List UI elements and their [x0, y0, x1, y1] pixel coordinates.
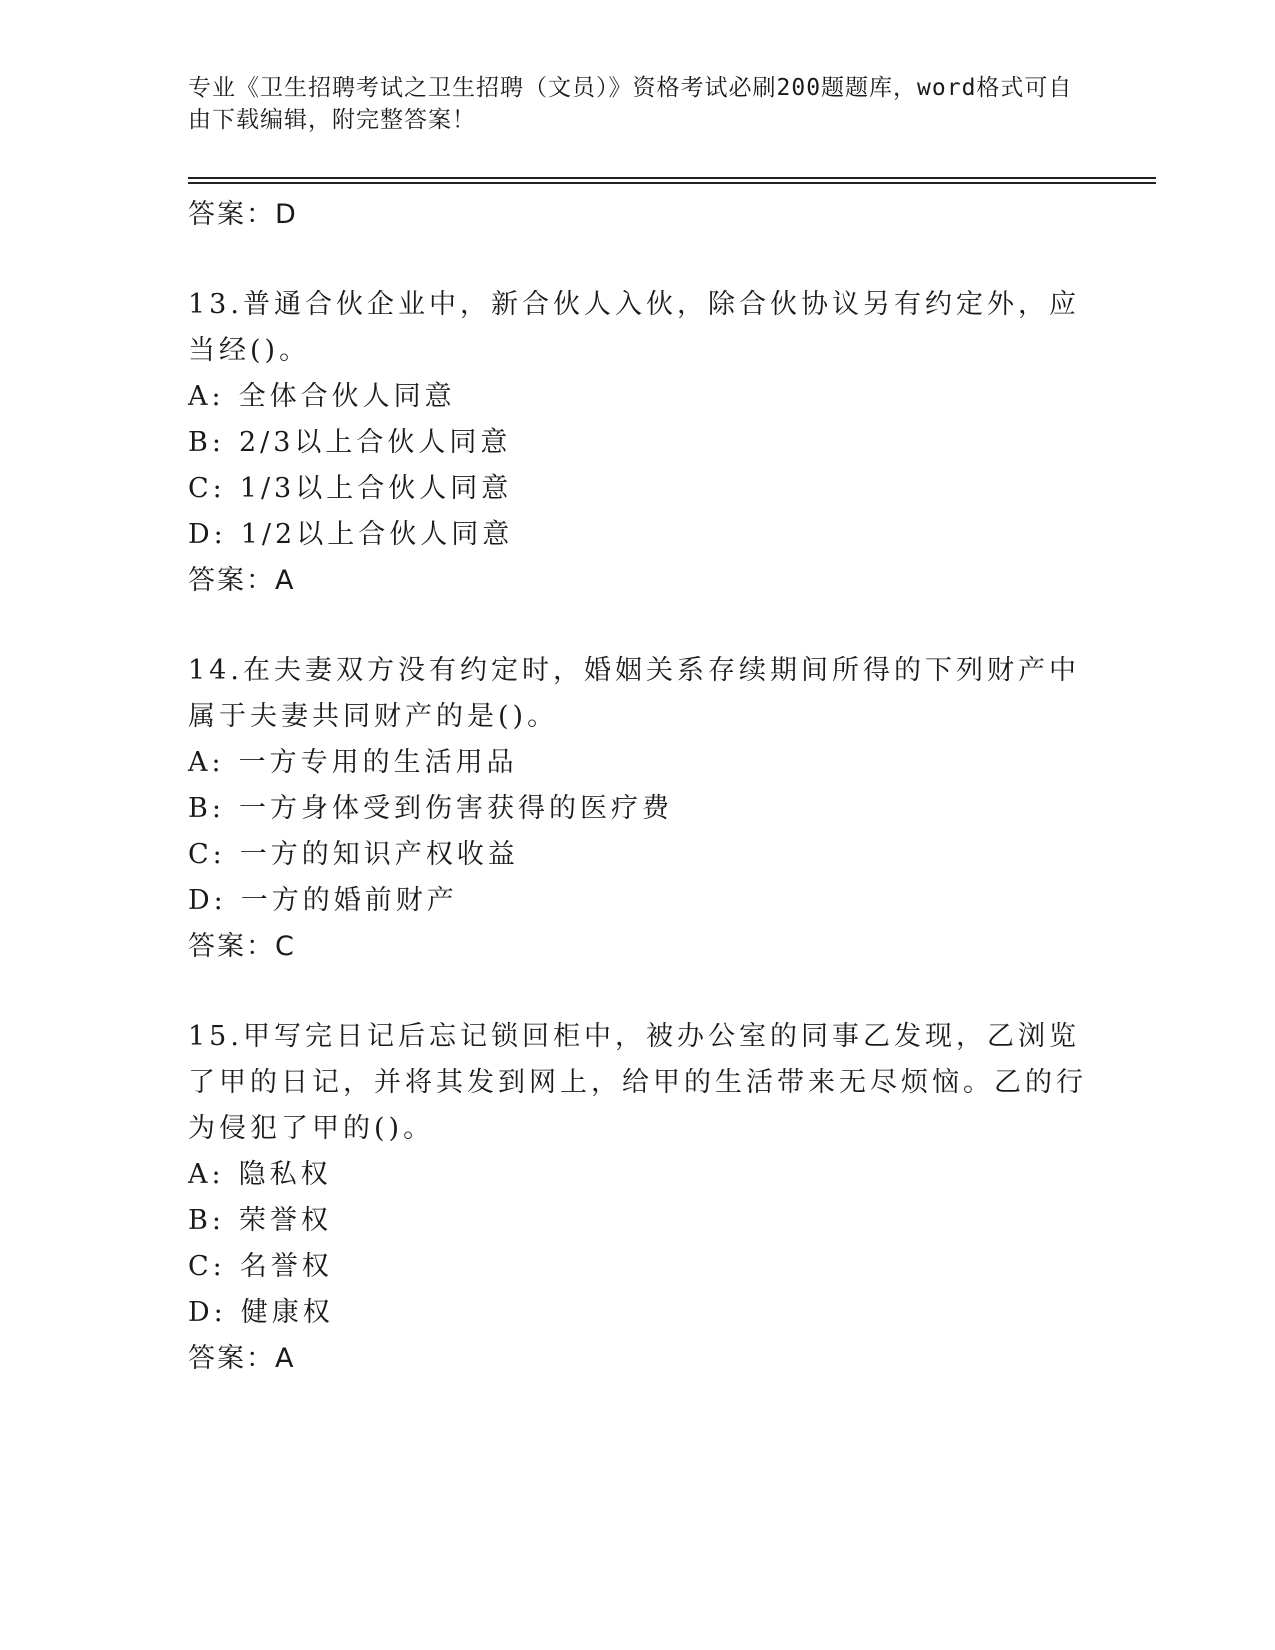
option-text: 一方的知识产权收益 — [239, 839, 519, 870]
option-a — [188, 374, 1088, 420]
option-text: 1/3以上合伙人同意 — [239, 473, 513, 504]
option-label: B: — [188, 427, 225, 458]
question-answer: 答案：A — [188, 1343, 296, 1374]
option-text: 一方身体受到伤害获得的医疗费 — [238, 793, 673, 824]
option-text: 隐私权 — [238, 1159, 332, 1190]
previous-answer: 答案：D — [188, 199, 298, 230]
option-text: 全体合伙人同意 — [238, 381, 456, 412]
option-b — [188, 1198, 1088, 1244]
question-stem: 14.在夫妻双方没有约定时，婚姻关系存续期间所得的下列财产中属于夫妻共同财产的是()。 — [188, 655, 1080, 732]
option-label: B: — [188, 1205, 225, 1236]
option-d — [188, 512, 1088, 558]
question-stem: 13.普通合伙企业中，新合伙人入伙，除合伙协议另有约定外，应当经()。 — [188, 289, 1080, 366]
option-text: 1/2以上合伙人同意 — [240, 519, 514, 550]
option-label: A: — [188, 381, 225, 412]
option-label: D: — [188, 519, 227, 550]
option-text: 一方专用的生活用品 — [238, 747, 518, 778]
option-b — [188, 420, 1088, 466]
document-header: 专业《卫生招聘考试之卫生招聘（文员）》资格考试必刷200题题库，word格式可自由下载编辑，附完整答案！ — [188, 75, 1073, 133]
option-d — [188, 1290, 1088, 1336]
header-divider-bottom — [188, 182, 1156, 184]
question-15 — [188, 1014, 1088, 1382]
option-label: A: — [188, 1159, 225, 1190]
option-a — [188, 1152, 1088, 1198]
option-text: 健康权 — [240, 1297, 334, 1328]
header-divider-top — [188, 177, 1156, 179]
option-text: 荣誉权 — [238, 1205, 332, 1236]
option-text: 一方的婚前财产 — [240, 885, 458, 916]
question-answer: 答案：C — [188, 931, 296, 962]
option-c — [188, 1244, 1088, 1290]
option-label: B: — [188, 793, 225, 824]
option-a — [188, 740, 1088, 786]
option-label: C: — [188, 839, 226, 870]
question-13 — [188, 282, 1088, 604]
option-label: C: — [188, 473, 226, 504]
option-text: 名誉权 — [239, 1251, 333, 1282]
option-label: C: — [188, 1251, 226, 1282]
question-answer: 答案：A — [188, 565, 296, 596]
option-d — [188, 878, 1088, 924]
question-stem: 15.甲写完日记后忘记锁回柜中，被办公室的同事乙发现，乙浏览了甲的日记，并将其发到网上，给甲的生活带来无尽烦恼。乙的行为侵犯了甲的()。 — [188, 1021, 1087, 1144]
option-c — [188, 466, 1088, 512]
question-14 — [188, 648, 1088, 970]
option-text: 2/3以上合伙人同意 — [238, 427, 512, 458]
question-list — [188, 192, 1088, 1382]
option-label: A: — [188, 747, 225, 778]
option-c — [188, 832, 1088, 878]
option-label: D: — [188, 885, 227, 916]
option-b — [188, 786, 1088, 832]
option-label: D: — [188, 1297, 227, 1328]
